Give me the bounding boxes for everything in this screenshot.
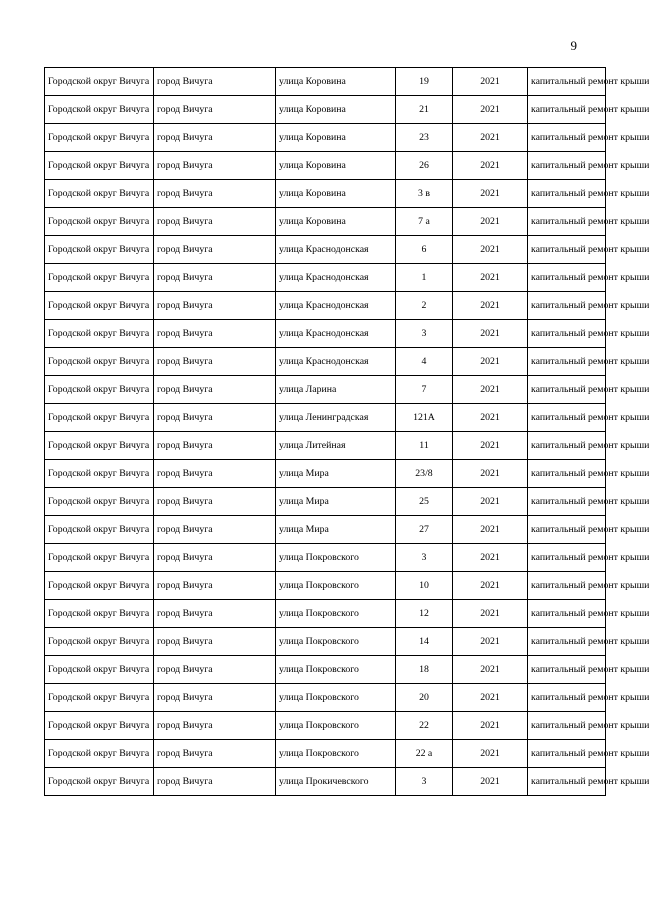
cell-city: город Вичуга: [154, 320, 276, 348]
cell-work: капитальный ремонт крыши: [528, 572, 606, 600]
table-row: [45, 460, 606, 488]
table-row: [45, 348, 606, 376]
cell-city: город Вичуга: [154, 460, 276, 488]
cell-work: капитальный ремонт крыши: [528, 180, 606, 208]
cell-city: город Вичуга: [154, 264, 276, 292]
cell-house: 22 а: [396, 740, 453, 768]
table-row: [45, 236, 606, 264]
cell-okrug: Городской округ Вичуга: [45, 348, 154, 376]
cell-year: 2021: [453, 712, 528, 740]
cell-okrug: Городской округ Вичуга: [45, 432, 154, 460]
table-row: [45, 180, 606, 208]
cell-okrug: Городской округ Вичуга: [45, 404, 154, 432]
cell-okrug: Городской округ Вичуга: [45, 544, 154, 572]
cell-street: улица Покровского: [276, 656, 396, 684]
cell-year: 2021: [453, 544, 528, 572]
cell-okrug: Городской округ Вичуга: [45, 152, 154, 180]
cell-city: город Вичуга: [154, 348, 276, 376]
table-row: [45, 208, 606, 236]
cell-street: улица Покровского: [276, 544, 396, 572]
cell-work: капитальный ремонт крыши: [528, 376, 606, 404]
cell-work: капитальный ремонт крыши: [528, 740, 606, 768]
table-body: [45, 68, 649, 796]
cell-city: город Вичуга: [154, 236, 276, 264]
cell-house: 2: [396, 292, 453, 320]
cell-okrug: Городской округ Вичуга: [45, 600, 154, 628]
table-row: [45, 740, 606, 768]
cell-street: улица Краснодонская: [276, 320, 396, 348]
cell-year: 2021: [453, 628, 528, 656]
cell-year: 2021: [453, 516, 528, 544]
cell-okrug: Городской округ Вичуга: [45, 320, 154, 348]
cell-work: капитальный ремонт крыши: [528, 124, 606, 152]
cell-okrug: Городской округ Вичуга: [45, 628, 154, 656]
cell-work: капитальный ремонт крыши: [528, 712, 606, 740]
cell-work: капитальный ремонт крыши: [528, 264, 606, 292]
cell-city: город Вичуга: [154, 740, 276, 768]
cell-city: город Вичуга: [154, 712, 276, 740]
table-row: [45, 656, 606, 684]
cell-year: 2021: [453, 460, 528, 488]
cell-okrug: Городской округ Вичуга: [45, 376, 154, 404]
cell-year: 2021: [453, 432, 528, 460]
cell-house: 3: [396, 768, 453, 796]
cell-city: город Вичуга: [154, 656, 276, 684]
cell-house: 7: [396, 376, 453, 404]
cell-work: капитальный ремонт крыши: [528, 432, 606, 460]
cell-house: 3: [396, 544, 453, 572]
cell-city: город Вичуга: [154, 768, 276, 796]
table-row: [45, 628, 606, 656]
table-row: [45, 320, 606, 348]
cell-work: капитальный ремонт крыши: [528, 544, 606, 572]
table-row: [45, 600, 606, 628]
cell-city: город Вичуга: [154, 516, 276, 544]
table-row: [45, 404, 606, 432]
cell-street: улица Ленинградская: [276, 404, 396, 432]
cell-house: 11: [396, 432, 453, 460]
cell-street: улица Покровского: [276, 740, 396, 768]
table-row: [45, 292, 606, 320]
table-row: [45, 516, 606, 544]
cell-okrug: Городской округ Вичуга: [45, 236, 154, 264]
cell-okrug: Городской округ Вичуга: [45, 180, 154, 208]
cell-street: улица Покровского: [276, 600, 396, 628]
registry-table: [44, 67, 649, 796]
cell-city: город Вичуга: [154, 376, 276, 404]
cell-year: 2021: [453, 292, 528, 320]
cell-street: улица Покровского: [276, 684, 396, 712]
cell-okrug: Городской округ Вичуга: [45, 712, 154, 740]
cell-year: 2021: [453, 768, 528, 796]
cell-house: 23: [396, 124, 453, 152]
table-row: [45, 684, 606, 712]
cell-year: 2021: [453, 124, 528, 152]
cell-year: 2021: [453, 572, 528, 600]
cell-okrug: Городской округ Вичуга: [45, 460, 154, 488]
cell-work: капитальный ремонт крыши: [528, 628, 606, 656]
cell-city: город Вичуга: [154, 208, 276, 236]
cell-okrug: Городской округ Вичуга: [45, 684, 154, 712]
cell-house: 23/8: [396, 460, 453, 488]
cell-city: город Вичуга: [154, 292, 276, 320]
cell-year: 2021: [453, 600, 528, 628]
cell-house: 26: [396, 152, 453, 180]
table-row: [45, 488, 606, 516]
cell-city: город Вичуга: [154, 124, 276, 152]
cell-street: улица Коровина: [276, 68, 396, 96]
cell-city: город Вичуга: [154, 96, 276, 124]
cell-work: капитальный ремонт крыши: [528, 488, 606, 516]
cell-house: 22: [396, 712, 453, 740]
cell-work: капитальный ремонт крыши: [528, 460, 606, 488]
cell-house: 27: [396, 516, 453, 544]
table-row: [45, 264, 606, 292]
cell-house: 14: [396, 628, 453, 656]
cell-street: улица Коровина: [276, 208, 396, 236]
cell-city: город Вичуга: [154, 572, 276, 600]
cell-house: 10: [396, 572, 453, 600]
cell-okrug: Городской округ Вичуга: [45, 516, 154, 544]
cell-street: улица Краснодонская: [276, 348, 396, 376]
cell-okrug: Городской округ Вичуга: [45, 96, 154, 124]
cell-street: улица Мира: [276, 488, 396, 516]
cell-year: 2021: [453, 208, 528, 236]
cell-street: улица Краснодонская: [276, 292, 396, 320]
cell-work: капитальный ремонт крыши: [528, 404, 606, 432]
cell-year: 2021: [453, 656, 528, 684]
cell-street: улица Коровина: [276, 152, 396, 180]
cell-street: улица Ларина: [276, 376, 396, 404]
cell-street: улица Мира: [276, 516, 396, 544]
cell-house: 25: [396, 488, 453, 516]
cell-city: город Вичуга: [154, 544, 276, 572]
cell-year: 2021: [453, 404, 528, 432]
cell-city: город Вичуга: [154, 488, 276, 516]
cell-street: улица Литейная: [276, 432, 396, 460]
cell-house: 3 в: [396, 180, 453, 208]
table-row: [45, 68, 606, 96]
cell-work: капитальный ремонт крыши: [528, 516, 606, 544]
cell-house: 18: [396, 656, 453, 684]
cell-okrug: Городской округ Вичуга: [45, 208, 154, 236]
table-row: [45, 544, 606, 572]
cell-work: капитальный ремонт крыши: [528, 236, 606, 264]
cell-city: город Вичуга: [154, 432, 276, 460]
cell-street: улица Коровина: [276, 180, 396, 208]
table-row: [45, 432, 606, 460]
cell-street: улица Покровского: [276, 712, 396, 740]
cell-street: улица Прокичевского: [276, 768, 396, 796]
cell-okrug: Городской округ Вичуга: [45, 740, 154, 768]
cell-house: 1: [396, 264, 453, 292]
cell-year: 2021: [453, 68, 528, 96]
cell-city: город Вичуга: [154, 404, 276, 432]
cell-street: улица Покровского: [276, 628, 396, 656]
cell-house: 20: [396, 684, 453, 712]
cell-house: 4: [396, 348, 453, 376]
cell-okrug: Городской округ Вичуга: [45, 124, 154, 152]
cell-work: капитальный ремонт крыши: [528, 152, 606, 180]
cell-year: 2021: [453, 152, 528, 180]
cell-year: 2021: [453, 264, 528, 292]
cell-work: капитальный ремонт крыши: [528, 96, 606, 124]
cell-work: капитальный ремонт крыши: [528, 292, 606, 320]
table-row: [45, 124, 606, 152]
table-row: [45, 572, 606, 600]
cell-street: улица Покровского: [276, 572, 396, 600]
cell-house: 6: [396, 236, 453, 264]
page-number: 9: [570, 38, 577, 53]
table-row: [45, 712, 606, 740]
cell-city: город Вичуга: [154, 68, 276, 96]
cell-house: 12: [396, 600, 453, 628]
table-row: [45, 768, 606, 796]
cell-street: улица Краснодонская: [276, 264, 396, 292]
cell-city: город Вичуга: [154, 152, 276, 180]
cell-house: 7 а: [396, 208, 453, 236]
table-row: [45, 376, 606, 404]
cell-year: 2021: [453, 348, 528, 376]
cell-year: 2021: [453, 96, 528, 124]
cell-year: 2021: [453, 684, 528, 712]
cell-okrug: Городской округ Вичуга: [45, 292, 154, 320]
cell-city: город Вичуга: [154, 684, 276, 712]
cell-okrug: Городской округ Вичуга: [45, 656, 154, 684]
cell-city: город Вичуга: [154, 628, 276, 656]
cell-house: 21: [396, 96, 453, 124]
cell-okrug: Городской округ Вичуга: [45, 488, 154, 516]
cell-year: 2021: [453, 488, 528, 516]
cell-street: улица Коровина: [276, 96, 396, 124]
cell-work: капитальный ремонт крыши: [528, 208, 606, 236]
cell-year: 2021: [453, 376, 528, 404]
cell-house: 19: [396, 68, 453, 96]
cell-work: капитальный ремонт крыши: [528, 600, 606, 628]
cell-house: 3: [396, 320, 453, 348]
cell-okrug: Городской округ Вичуга: [45, 768, 154, 796]
cell-house: 121А: [396, 404, 453, 432]
cell-street: улица Краснодонская: [276, 236, 396, 264]
cell-work: капитальный ремонт крыши: [528, 320, 606, 348]
cell-okrug: Городской округ Вичуга: [45, 68, 154, 96]
cell-city: город Вичуга: [154, 180, 276, 208]
cell-city: город Вичуга: [154, 600, 276, 628]
cell-year: 2021: [453, 236, 528, 264]
cell-street: улица Коровина: [276, 124, 396, 152]
cell-okrug: Городской округ Вичуга: [45, 572, 154, 600]
table-row: [45, 152, 606, 180]
cell-street: улица Мира: [276, 460, 396, 488]
cell-work: капитальный ремонт крыши: [528, 656, 606, 684]
cell-year: 2021: [453, 320, 528, 348]
cell-okrug: Городской округ Вичуга: [45, 264, 154, 292]
cell-work: капитальный ремонт крыши: [528, 348, 606, 376]
cell-year: 2021: [453, 740, 528, 768]
table-row: [45, 96, 606, 124]
cell-work: капитальный ремонт крыши: [528, 768, 606, 796]
cell-work: капитальный ремонт крыши: [528, 68, 606, 96]
cell-work: капитальный ремонт крыши: [528, 684, 606, 712]
cell-year: 2021: [453, 180, 528, 208]
